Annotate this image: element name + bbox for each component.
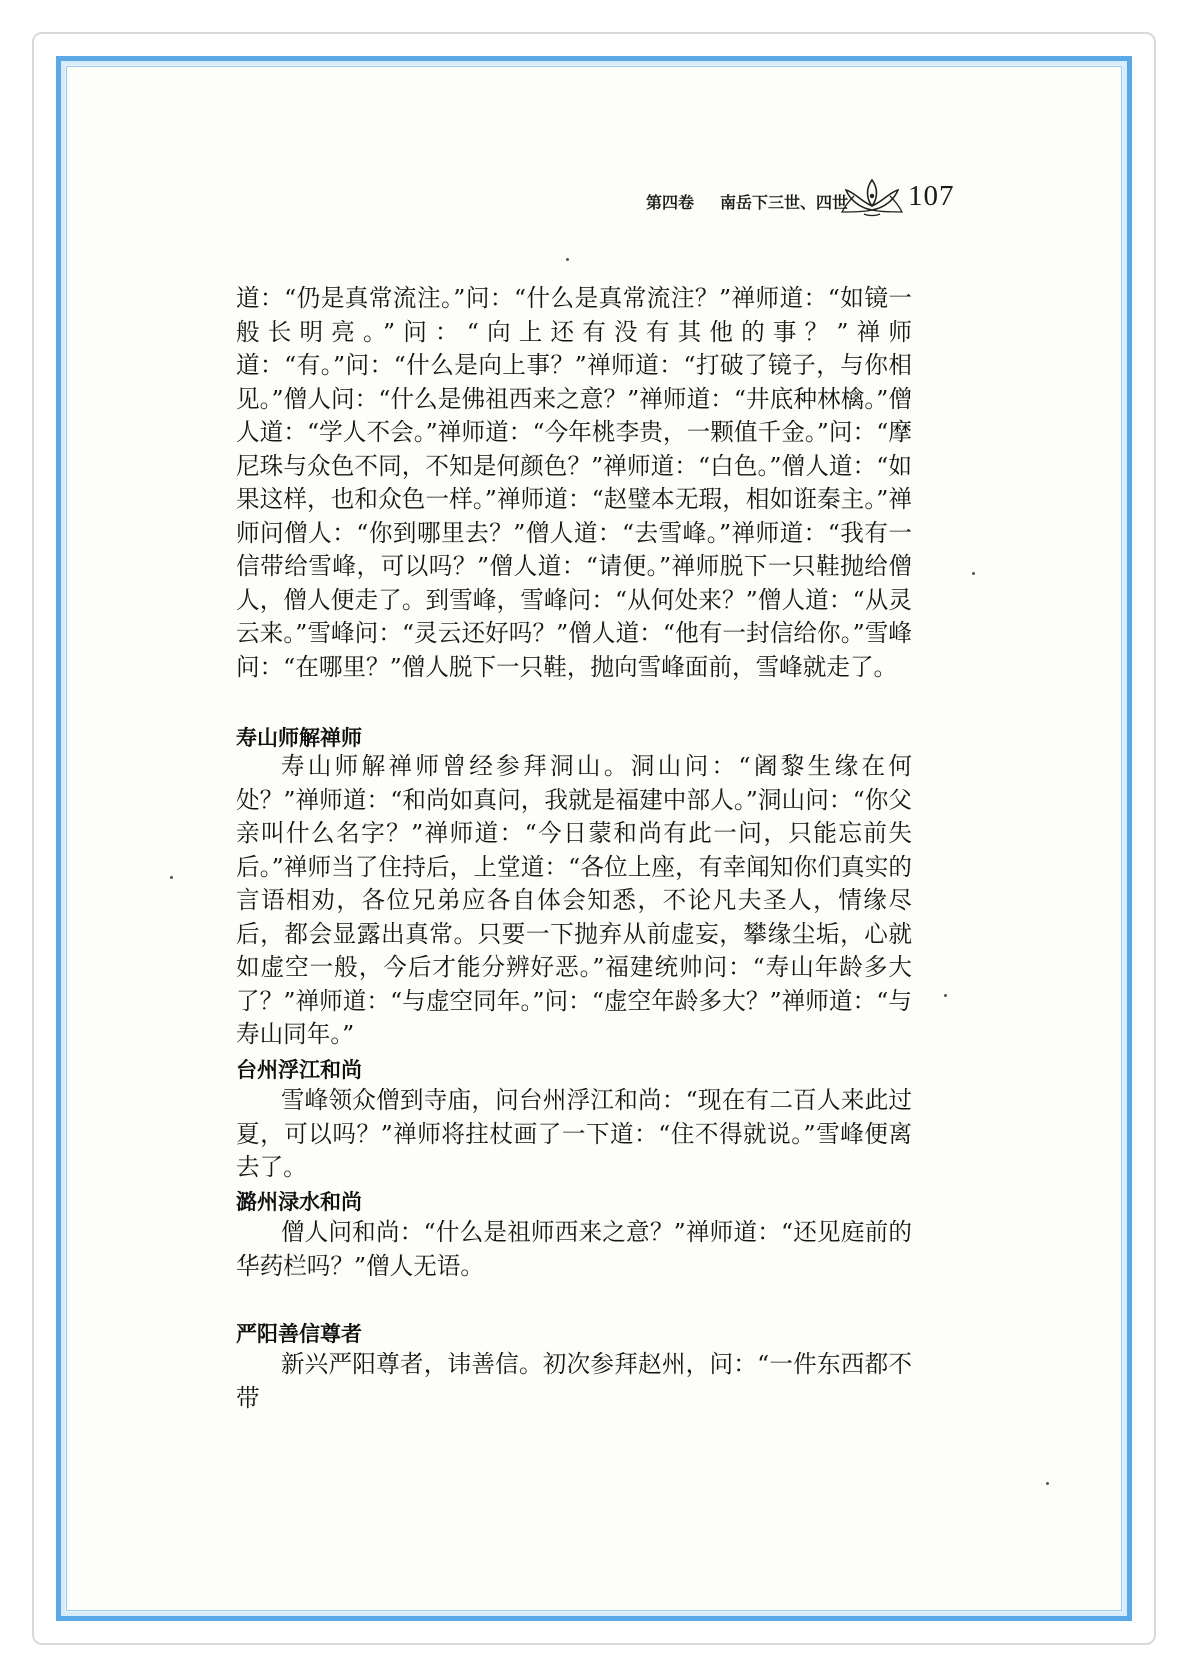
section-heading-yanyang: 严阳善信尊者 [236,1322,362,1346]
body-paragraph-4 [236,1216,912,1283]
paragraph-text: 道：“仍是真常流注。”问：“什么是真常流注？”禅师道：“如镜一般长明亮。”问：“向上还有没有其他的事？”禅师道：“有。”问：“什么是向上事？”禅师道：“打破了镜子，与你相见。”僧人问：“什么是佛祖西来之意？”禅师道：“井底种林檎。”僧人道：“学人不会。”禅师道：“今年桃李贵，一颗值千金。”问：“摩尼珠与众色不同，不知是何颜色？”禅师道：“白色。”僧人道：“如果这样，也和众色一样。”禅师道：“赵璧本无瑕，相如诳秦主。”禅师问僧人：“你到哪里去？”僧人道：“去雪峰。”禅师道：“我有一信带给雪峰，可以吗？”僧人道：“请便。”禅师脱下一只鞋抛给僧人，僧人便走了。到雪峰，雪峰问：“从何处来？”僧人道：“从灵云来。”雪峰问：“灵云还好吗？”僧人道：“他有一封信给你。”雪峰问：“在哪里？”僧人脱下一只鞋，抛向雪峰面前，雪峰就走了。 [236,284,912,681]
section-heading-shoushan: 寿山师解禅师 [236,726,362,750]
paragraph-text: 寿山师解禅师曾经参拜洞山。洞山问：“阇黎生缘在何处？”禅师道：“和尚如真问，我就是福建中部人。”洞山问：“你父亲叫什么名字？”禅师道：“今日蒙和尚有此一问，只能忘前失后。”禅师当了住持后，上堂道：“各位上座，有幸闻知你们真实的言语相劝，各位兄弟应各自体会知悉，不论凡夫圣人，情缘尽后，都会显露出真常。只要一下抛弃从前虚妄，攀缘尘垢，心就如虚空一般，今后才能分辨好恶。”福建统帅问：“寿山年龄多大了？”禅师道：“与虚空同年。”问：“虚空年龄多大？”禅师道：“与寿山同年。” [236,752,912,1048]
print-speck [566,258,569,261]
section-label: 南岳下三世、四世 [720,193,849,212]
paragraph-text: 雪峰领众僧到寺庙，问台州浮江和尚：“现在有二百人来此过夏，可以吗？”禅师将拄杖画了一下道：“住不得就说。”雪峰便离去了。 [236,1086,912,1181]
paragraph-text: 新兴严阳尊者，讳善信。初次参拜赵州，问：“一件东西都不带 [236,1350,912,1412]
page-number: 107 [908,180,955,212]
section-heading-fujiang: 台州浮江和尚 [236,1058,362,1082]
print-speck [944,994,947,997]
body-paragraph-2 [236,750,912,1052]
volume-label: 第四卷 [646,193,695,212]
paragraph-text: 僧人问和尚：“什么是祖师西来之意？”禅师道：“还见庭前的华药栏吗？”僧人无语。 [236,1218,912,1280]
print-speck [170,876,173,879]
body-paragraph-3 [236,1084,912,1185]
print-speck [972,572,975,575]
print-speck [1046,1482,1049,1485]
section-heading-lushui: 潞州渌水和尚 [236,1190,362,1214]
body-paragraph-5 [236,1348,912,1415]
running-head [610,178,1010,218]
lotus-icon [840,176,904,218]
body-paragraph-1 [236,282,912,684]
